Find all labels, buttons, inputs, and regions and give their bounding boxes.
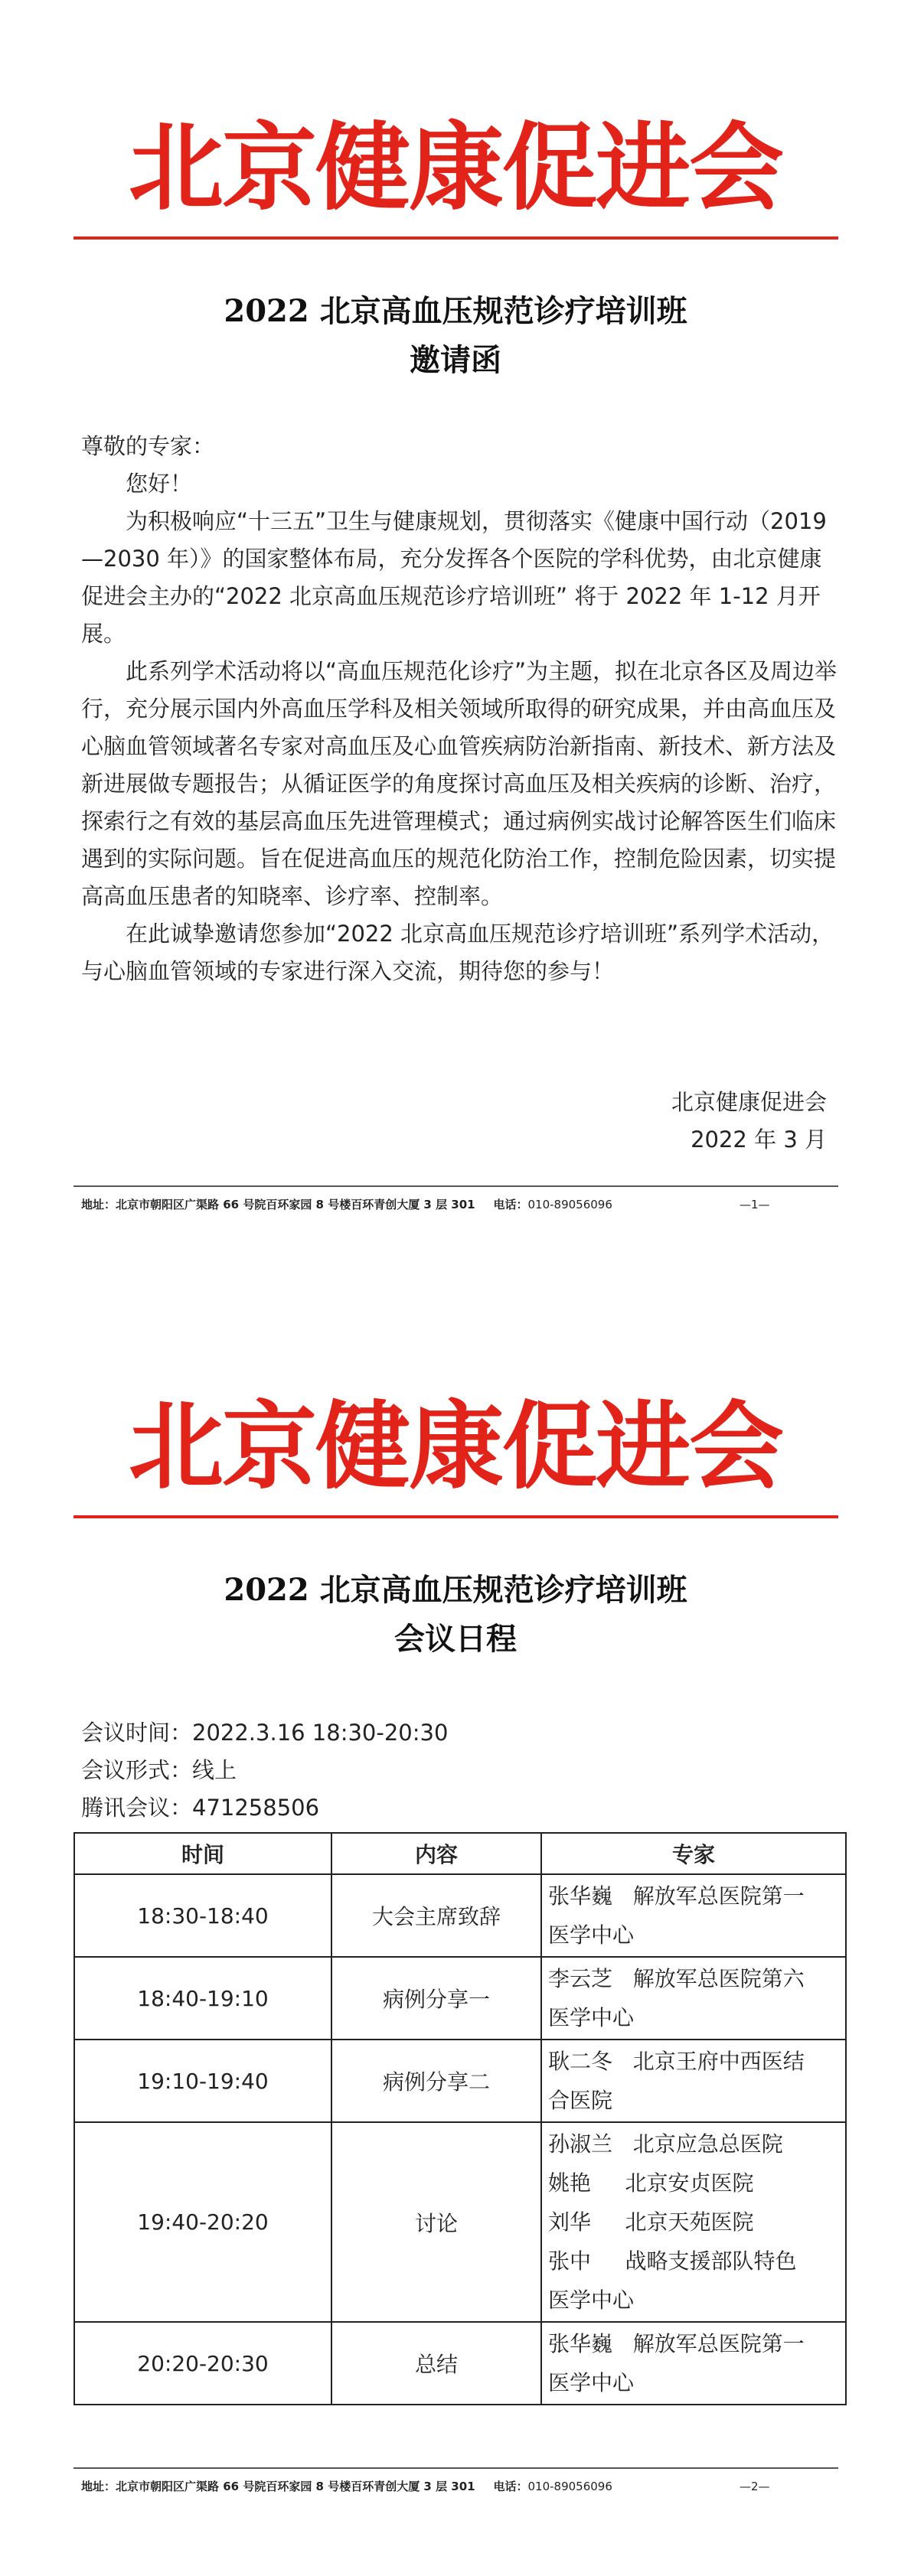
row-time: 20:20-20:30 bbox=[74, 2322, 331, 2405]
meeting-format: 会议形式：线上 bbox=[81, 1757, 237, 1783]
expert-line: 姚艳 北京安贞医院 bbox=[548, 2170, 754, 2196]
document-subtitle: 邀请函 bbox=[410, 342, 501, 378]
footer-phone-label: 电话： bbox=[493, 2480, 528, 2493]
greeting: 您好！ bbox=[126, 471, 193, 497]
row-content: 总结 bbox=[331, 2322, 541, 2405]
row-content: 讨论 bbox=[331, 2122, 541, 2322]
row-experts bbox=[541, 2040, 846, 2122]
row-experts bbox=[541, 2122, 846, 2322]
table-row bbox=[74, 2040, 846, 2122]
expert-line: 张华巍 解放军总医院第一 bbox=[548, 1883, 805, 1909]
meeting-time: 会议时间：2022.3.16 18:30-20:30 bbox=[81, 1720, 449, 1746]
footer-phone: 010-89056096 bbox=[527, 2480, 612, 2493]
footer-divider bbox=[73, 2467, 838, 2469]
row-experts bbox=[541, 1957, 846, 2040]
expert-line: 李云芝 解放军总医院第六 bbox=[548, 1966, 805, 1991]
header-time: 时间 bbox=[74, 1833, 331, 1874]
table-row bbox=[74, 2322, 846, 2405]
footer-divider bbox=[73, 1185, 838, 1187]
document-title: 2022 北京高血压规范诊疗培训班 bbox=[224, 1572, 687, 1608]
masthead-logo: 北京健康促进会 bbox=[128, 1391, 782, 1502]
row-time: 18:40-19:10 bbox=[74, 1957, 331, 2040]
expert-line: 张华巍 解放军总医院第一 bbox=[548, 2331, 805, 2356]
expert-line: 医学中心 bbox=[548, 2005, 635, 2030]
signature-date: 2022 年 3 月 bbox=[691, 1127, 827, 1153]
row-time: 18:30-18:40 bbox=[74, 1874, 331, 1957]
schedule-page bbox=[0, 1288, 911, 2576]
masthead-divider bbox=[73, 1515, 838, 1518]
footer bbox=[81, 1197, 612, 1212]
document-title: 2022 北京高血压规范诊疗培训班 bbox=[224, 293, 687, 329]
table-row bbox=[74, 1874, 846, 1957]
expert-line: 刘华 北京天苑医院 bbox=[548, 2209, 754, 2235]
row-time: 19:40-20:20 bbox=[74, 2122, 331, 2322]
expert-line: 医学中心 bbox=[548, 2287, 635, 2313]
expert-line: 张中 战略支援部队特色 bbox=[548, 2248, 797, 2274]
table-row bbox=[74, 1957, 846, 2040]
schedule-table bbox=[73, 1832, 847, 2405]
row-content: 病例分享二 bbox=[331, 2040, 541, 2122]
row-experts bbox=[541, 1874, 846, 1957]
row-content: 大会主席致辞 bbox=[331, 1874, 541, 1957]
paragraph-3: 在此诚挚邀请您参加“2022 北京高血压规范诊疗培训班”系列学术活动，与心脑血管领域的专家进行深入交流，期待您的参与！ bbox=[81, 921, 834, 984]
footer-address: 地址：北京市朝阳区广渠路 66 号院百环家园 8 号楼百环青创大厦 3 层 301 bbox=[81, 1198, 475, 1211]
table-header-row bbox=[74, 1833, 846, 1874]
row-experts bbox=[541, 2322, 846, 2405]
footer bbox=[81, 2479, 612, 2494]
letter-body bbox=[81, 428, 839, 990]
salutation: 尊敬的专家： bbox=[81, 433, 215, 459]
footer-address: 地址：北京市朝阳区广渠路 66 号院百环家园 8 号楼百环青创大厦 3 层 301 bbox=[81, 2480, 475, 2493]
masthead-logo: 北京健康促进会 bbox=[128, 112, 782, 223]
expert-line: 耿二冬 北京王府中西医结 bbox=[548, 2049, 805, 2074]
page-number: —1— bbox=[740, 1198, 770, 1211]
footer-phone: 010-89056096 bbox=[527, 1198, 612, 1211]
signature-org: 北京健康促进会 bbox=[671, 1089, 827, 1115]
page-number: —2— bbox=[740, 2480, 770, 2493]
expert-line: 合医院 bbox=[548, 2088, 613, 2113]
paragraph-2: 此系列学术活动将以“高血压规范化诊疗”为主题，拟在北京各区及周边举行，充分展示国内外高血压学科及相关领域所取得的研究成果，并由高血压及心脑血管领域著名专家对高血压及心血管疾病防治新指南、新技术、新方法及新进展做专题报告；从循证医学的角度探讨高血压及相关疾病的诊断、治疗，探索行之有效的基层高血压先进管理模式；通过病例实战讨论解答医生们临床遇到的实际问题。旨在促进高血压的规范化防治工作，控制危险因素，切实提高高血压患者的知晓率、诊疗率、控制率。 bbox=[81, 658, 838, 909]
table-row bbox=[74, 2122, 846, 2322]
header-experts: 专家 bbox=[541, 1833, 846, 1874]
header-content: 内容 bbox=[331, 1833, 541, 1874]
footer-phone-label: 电话： bbox=[493, 1198, 528, 1211]
row-time: 19:10-19:40 bbox=[74, 2040, 331, 2122]
paragraph-1: 为积极响应“十三五”卫生与健康规划，贯彻落实《健康中国行动（2019—2030 年）》的国家整体布局，充分发挥各个医院的学科优势，由北京健康促进会主办的“2022 北京高血压规范诊疗培训班” 将于 2022 年 1-12 月开展。 bbox=[81, 508, 827, 647]
row-content: 病例分享一 bbox=[331, 1957, 541, 2040]
expert-line: 医学中心 bbox=[548, 2370, 635, 2395]
expert-line: 孙淑兰 北京应急总医院 bbox=[548, 2131, 783, 2157]
document-subtitle: 会议日程 bbox=[394, 1621, 517, 1657]
expert-line: 医学中心 bbox=[548, 1922, 635, 1948]
masthead-divider bbox=[73, 236, 838, 240]
tencent-meeting-id: 腾讯会议：471258506 bbox=[81, 1795, 320, 1821]
